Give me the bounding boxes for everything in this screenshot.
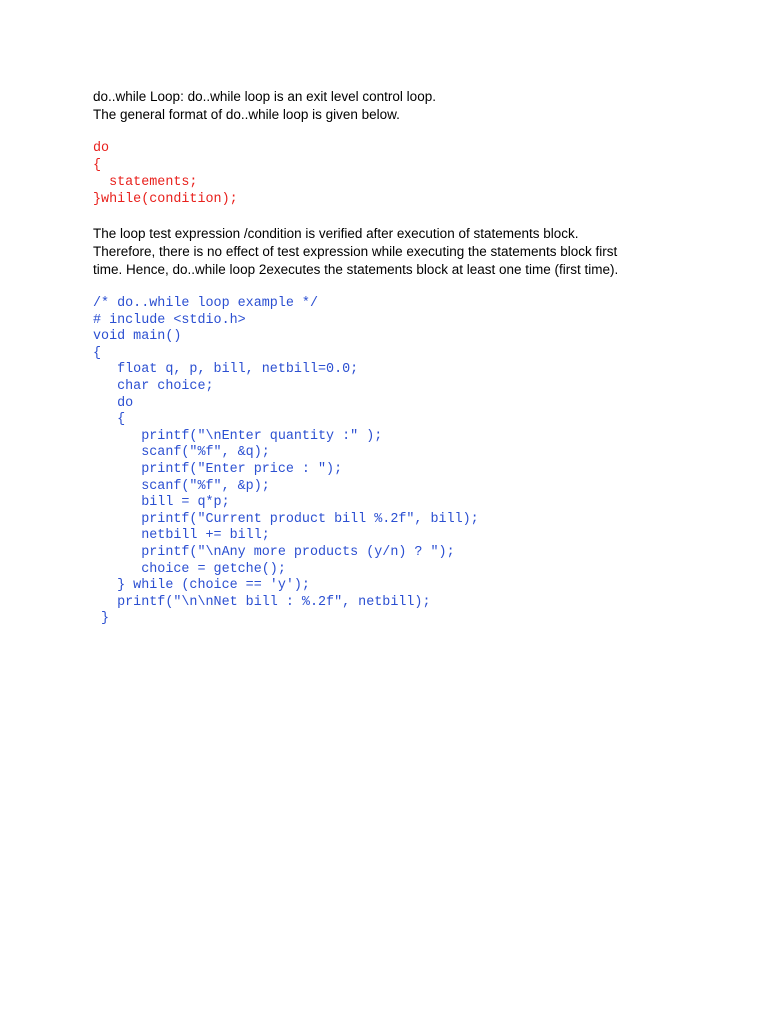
code-line: do: [93, 395, 134, 411]
code-line: printf("\nAny more products (y/n) ? ");: [93, 544, 455, 560]
code-line: {: [93, 345, 102, 361]
code-line: }while(condition);: [93, 192, 238, 207]
code-line: }: [93, 611, 110, 627]
code-line: printf("\n\nNet bill : %.2f", netbill);: [93, 594, 431, 610]
explanation-paragraph: [93, 225, 693, 279]
syntax-code-block: [93, 140, 238, 208]
code-line: statements;: [93, 175, 198, 190]
code-line: printf("Enter price : ");: [93, 461, 343, 477]
code-line: {: [93, 412, 126, 428]
intro-line: The general format of do..while loop is given below.: [93, 107, 400, 122]
code-line: void main(): [93, 329, 182, 345]
code-line: /* do..while loop example */: [93, 296, 318, 311]
code-line: scanf("%f", &q);: [93, 445, 270, 461]
code-line: } while (choice == 'y');: [93, 578, 310, 594]
explanation-line: Therefore, there is no effect of test expression while executing the statements block first: [93, 244, 618, 259]
code-line: {: [93, 158, 102, 173]
intro-paragraph: [93, 88, 693, 124]
code-line: # include <stdio.h>: [93, 312, 246, 328]
code-line: scanf("%f", &p);: [93, 478, 270, 494]
code-line: char choice;: [93, 378, 214, 394]
code-line: do: [93, 141, 110, 156]
code-line: float q, p, bill, netbill=0.0;: [93, 362, 359, 378]
example-code-block: [93, 296, 479, 628]
code-line: choice = getche();: [93, 561, 286, 577]
code-line: bill = q*p;: [93, 495, 230, 511]
explanation-line: time. Hence, do..while loop 2executes the statements block at least one time (first time).: [93, 262, 619, 277]
explanation-line: The loop test expression /condition is verified after execution of statements block.: [93, 226, 579, 241]
code-line: printf("\nEnter quantity :" );: [93, 428, 383, 444]
code-line: printf("Current product bill %.2f", bill);: [93, 511, 479, 527]
intro-line: do..while Loop: do..while loop is an exit level control loop.: [93, 89, 436, 104]
code-line: netbill += bill;: [93, 528, 270, 544]
